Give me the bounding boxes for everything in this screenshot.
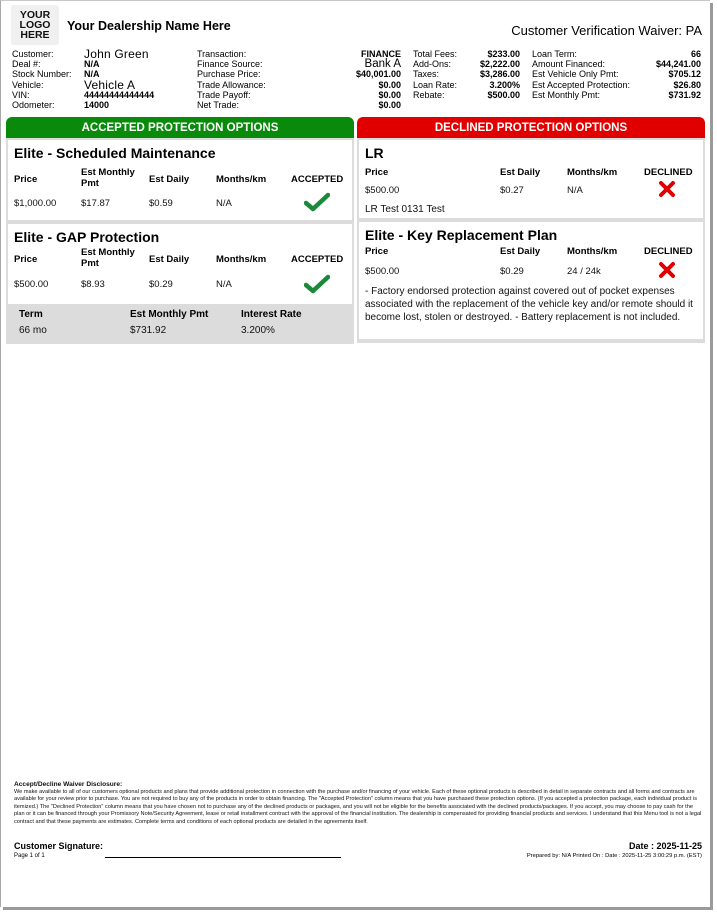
- daily-value: $0.29: [149, 279, 173, 290]
- net-trade-row: [197, 100, 401, 110]
- est-monthly-pmt-label: Est Monthly Pmt:: [532, 89, 601, 100]
- x-icon: [658, 261, 676, 279]
- logo-line: YOUR: [19, 9, 51, 21]
- purchase-price-row: [197, 69, 401, 79]
- product-name: Elite - Scheduled Maintenance: [14, 145, 216, 161]
- months-header: Months/km: [216, 254, 267, 265]
- status-header: ACCEPTED: [291, 174, 344, 185]
- check-icon: [304, 192, 330, 212]
- loan-info: [532, 49, 701, 100]
- declined-product-card: [359, 222, 703, 339]
- trade-allowance-value: $0.00: [378, 79, 401, 90]
- status-header: ACCEPTED: [291, 254, 344, 265]
- status-header: DECLINED: [644, 167, 693, 178]
- deal-label: Deal #:: [12, 59, 41, 70]
- product-note: LR Test 0131 Test: [365, 204, 445, 215]
- add-ons-value: $2,222.00: [479, 59, 520, 70]
- price-header: Price: [365, 246, 389, 257]
- declined-section-header: DECLINED PROTECTION OPTIONS: [357, 117, 705, 138]
- status-header: DECLINED: [644, 246, 693, 257]
- price-value: $500.00: [365, 266, 400, 277]
- transaction-info: [197, 49, 401, 110]
- total-fees-label: Total Fees:: [413, 49, 458, 59]
- price-header: Price: [14, 174, 38, 185]
- vehicle-row: [12, 77, 192, 92]
- add-ons-row: [413, 59, 520, 69]
- customer-info: [12, 49, 192, 110]
- loan-rate-value: 3.200%: [489, 79, 520, 90]
- months-value: 24 / 24k: [567, 266, 601, 277]
- finance-source-value: Bank A: [364, 58, 401, 71]
- x-icon: [658, 180, 676, 198]
- est-accepted-protection-row: [532, 80, 701, 90]
- product-name: Elite - GAP Protection: [14, 229, 160, 245]
- trade-allowance-label: Trade Allowance:: [197, 79, 266, 90]
- est-vehicle-pmt-label: Est Vehicle Only Pmt:: [532, 69, 619, 80]
- disclosure: [14, 781, 704, 826]
- accepted-panel: [6, 138, 354, 344]
- rebate-value: $500.00: [487, 89, 520, 100]
- odometer-label: Odometer:: [12, 100, 55, 111]
- dealer-name: Your Dealership Name Here: [67, 19, 231, 33]
- rebate-label: Rebate:: [413, 89, 445, 100]
- finance-source-row: [197, 59, 401, 69]
- amount-financed-row: [532, 59, 701, 69]
- price-header: Price: [14, 254, 38, 265]
- document-title: Customer Verification Waiver: PA: [511, 23, 702, 38]
- stock-label: Stock Number:: [12, 69, 72, 80]
- est-vehicle-pmt-value: $705.12: [668, 69, 701, 80]
- months-header: Months/km: [567, 246, 618, 257]
- price-value: $500.00: [365, 185, 400, 196]
- monthly-header: Est Monthly Pmt: [81, 247, 135, 269]
- trade-payoff-label: Trade Payoff:: [197, 89, 251, 100]
- signature-line[interactable]: [105, 857, 341, 858]
- add-ons-label: Add-Ons:: [413, 59, 452, 70]
- amount-financed-label: Amount Financed:: [532, 59, 606, 70]
- daily-value: $0.27: [500, 185, 524, 196]
- odometer-value: 14000: [84, 100, 110, 111]
- price-header: Price: [365, 167, 389, 178]
- prepared-by: Prepared by: N/A Printed On : Date : 2025-11-25 3:00:29 p.m. (EST): [526, 853, 702, 859]
- odometer-row: [12, 100, 192, 110]
- taxes-label: Taxes:: [413, 69, 440, 80]
- trade-allowance-row: [197, 80, 401, 90]
- amount-financed-value: $44,241.00: [655, 59, 701, 70]
- declined-product-card: [359, 140, 703, 218]
- total-fees-row: [413, 49, 520, 59]
- interest-rate-value: 3.200%: [241, 325, 275, 336]
- monthly-pmt-header: Est Monthly Pmt: [130, 309, 209, 320]
- trade-payoff-row: [197, 90, 401, 100]
- daily-header: Est Daily: [500, 167, 541, 178]
- term-header: Term: [19, 309, 43, 320]
- purchase-price-value: $40,001.00: [355, 69, 401, 80]
- logo-line: LOGO: [19, 19, 51, 31]
- product-name: Elite - Key Replacement Plan: [365, 227, 558, 243]
- vehicle-value: Vehicle A: [84, 77, 136, 92]
- loan-term-label: Loan Term:: [532, 49, 577, 59]
- loan-term-value: 66: [690, 49, 701, 59]
- deal-value: N/A: [84, 59, 100, 70]
- months-header: Months/km: [567, 167, 618, 178]
- interest-rate-header: Interest Rate: [241, 309, 302, 320]
- customer-row: [12, 49, 192, 59]
- rebate-row: [413, 90, 520, 100]
- accepted-section-header: ACCEPTED PROTECTION OPTIONS: [6, 117, 354, 138]
- daily-header: Est Daily: [500, 246, 541, 257]
- est-monthly-pmt-row: [532, 90, 701, 100]
- disclosure-title: Accept/Decline Waiver Disclosure:: [14, 781, 123, 788]
- monthly-pmt-value: $731.92: [130, 325, 167, 336]
- customer-label: Customer:: [12, 49, 54, 59]
- product-name: LR: [365, 145, 384, 161]
- dealer-logo: [11, 5, 59, 45]
- est-accepted-protection-label: Est Accepted Protection:: [532, 79, 631, 90]
- transaction-value: FINANCE: [361, 49, 401, 59]
- transaction-label: Transaction:: [197, 49, 247, 59]
- daily-header: Est Daily: [149, 174, 190, 185]
- check-icon: [304, 274, 330, 294]
- net-trade-value: $0.00: [378, 100, 401, 111]
- net-trade-label: Net Trade:: [197, 100, 240, 111]
- months-value: N/A: [216, 198, 232, 209]
- vin-label: VIN:: [12, 89, 30, 100]
- months-header: Months/km: [216, 174, 267, 185]
- loan-rate-label: Loan Rate:: [413, 79, 458, 90]
- months-value: N/A: [567, 185, 583, 196]
- loan-term-row: [532, 49, 701, 59]
- est-monthly-pmt-value: $731.92: [668, 89, 701, 100]
- term-value: 66 mo: [19, 325, 47, 336]
- monthly-header: Est Monthly Pmt: [81, 167, 135, 189]
- loan-summary: [8, 305, 352, 342]
- daily-value: $0.29: [500, 266, 524, 277]
- vehicle-label: Vehicle:: [12, 79, 44, 90]
- accepted-product-card: [8, 224, 352, 304]
- vin-row: [12, 90, 192, 100]
- daily-value: $0.59: [149, 198, 173, 209]
- customer-value: John Green: [84, 47, 149, 61]
- total-fees-value: $233.00: [487, 49, 520, 59]
- trade-payoff-value: $0.00: [378, 89, 401, 100]
- est-accepted-protection-value: $26.80: [673, 79, 701, 90]
- monthly-value: $17.87: [81, 198, 111, 209]
- disclosure-text: We make available to all of our customers optional products and plans that provide additional protection in connection with the purchase and/or financing of your vehicle. Each of these optional products is described in detail in separate contracts and all forms and contracts are available for your review prior to purchase. You are not required to buy any of the products in order to obtain financing. The "Accepted Protection" column means that you have purchased these protection options. (If you accepted a protection package, each individual product is itemized.) The "Declined Protection" column means that you have chosen not to purchase any of the declined products or packages, and you will not be eligible for the benefits associated with the declined products/packages. If you accept, you may choose to pay cash for the plan or it can be financed through your Promissory Note/Security Agreement, lease or retail installment contract with the approval of the financial institution. The dealership is compensated for providing financial products and services. I understand that this Menu tool is not a legal contract and that these payments are estimates. Complete terms and conditions of each optional products are detailed in the agreements itself.: [14, 788, 702, 825]
- vin-value: 44444444444444: [84, 89, 155, 100]
- finance-source-label: Finance Source:: [197, 59, 263, 70]
- est-vehicle-pmt-row: [532, 69, 701, 79]
- months-value: N/A: [216, 279, 232, 290]
- taxes-row: [413, 69, 520, 79]
- daily-header: Est Daily: [149, 254, 190, 265]
- fees-info: [413, 49, 520, 100]
- document-date: Date : 2025-11-25: [628, 841, 702, 851]
- declined-panel: [357, 138, 705, 343]
- signature-label: Customer Signature:: [14, 841, 104, 851]
- price-value: $500.00: [14, 279, 49, 290]
- price-value: $1,000.00: [14, 198, 57, 209]
- stock-value: N/A: [84, 69, 100, 80]
- logo-line: HERE: [20, 29, 50, 41]
- purchase-price-label: Purchase Price:: [197, 69, 261, 80]
- taxes-value: $3,286.00: [479, 69, 520, 80]
- product-description: - Factory endorsed protection against covered out of pocket expenses associated with the replacement of the vehicle key and/or remote should it become lost, stolen or destroyed. - Battery replacement is not included.: [365, 286, 693, 323]
- loan-rate-row: [413, 80, 520, 90]
- accepted-product-card: [8, 140, 352, 220]
- monthly-value: $8.93: [81, 279, 105, 290]
- page-count: Page 1 of 1: [14, 853, 45, 859]
